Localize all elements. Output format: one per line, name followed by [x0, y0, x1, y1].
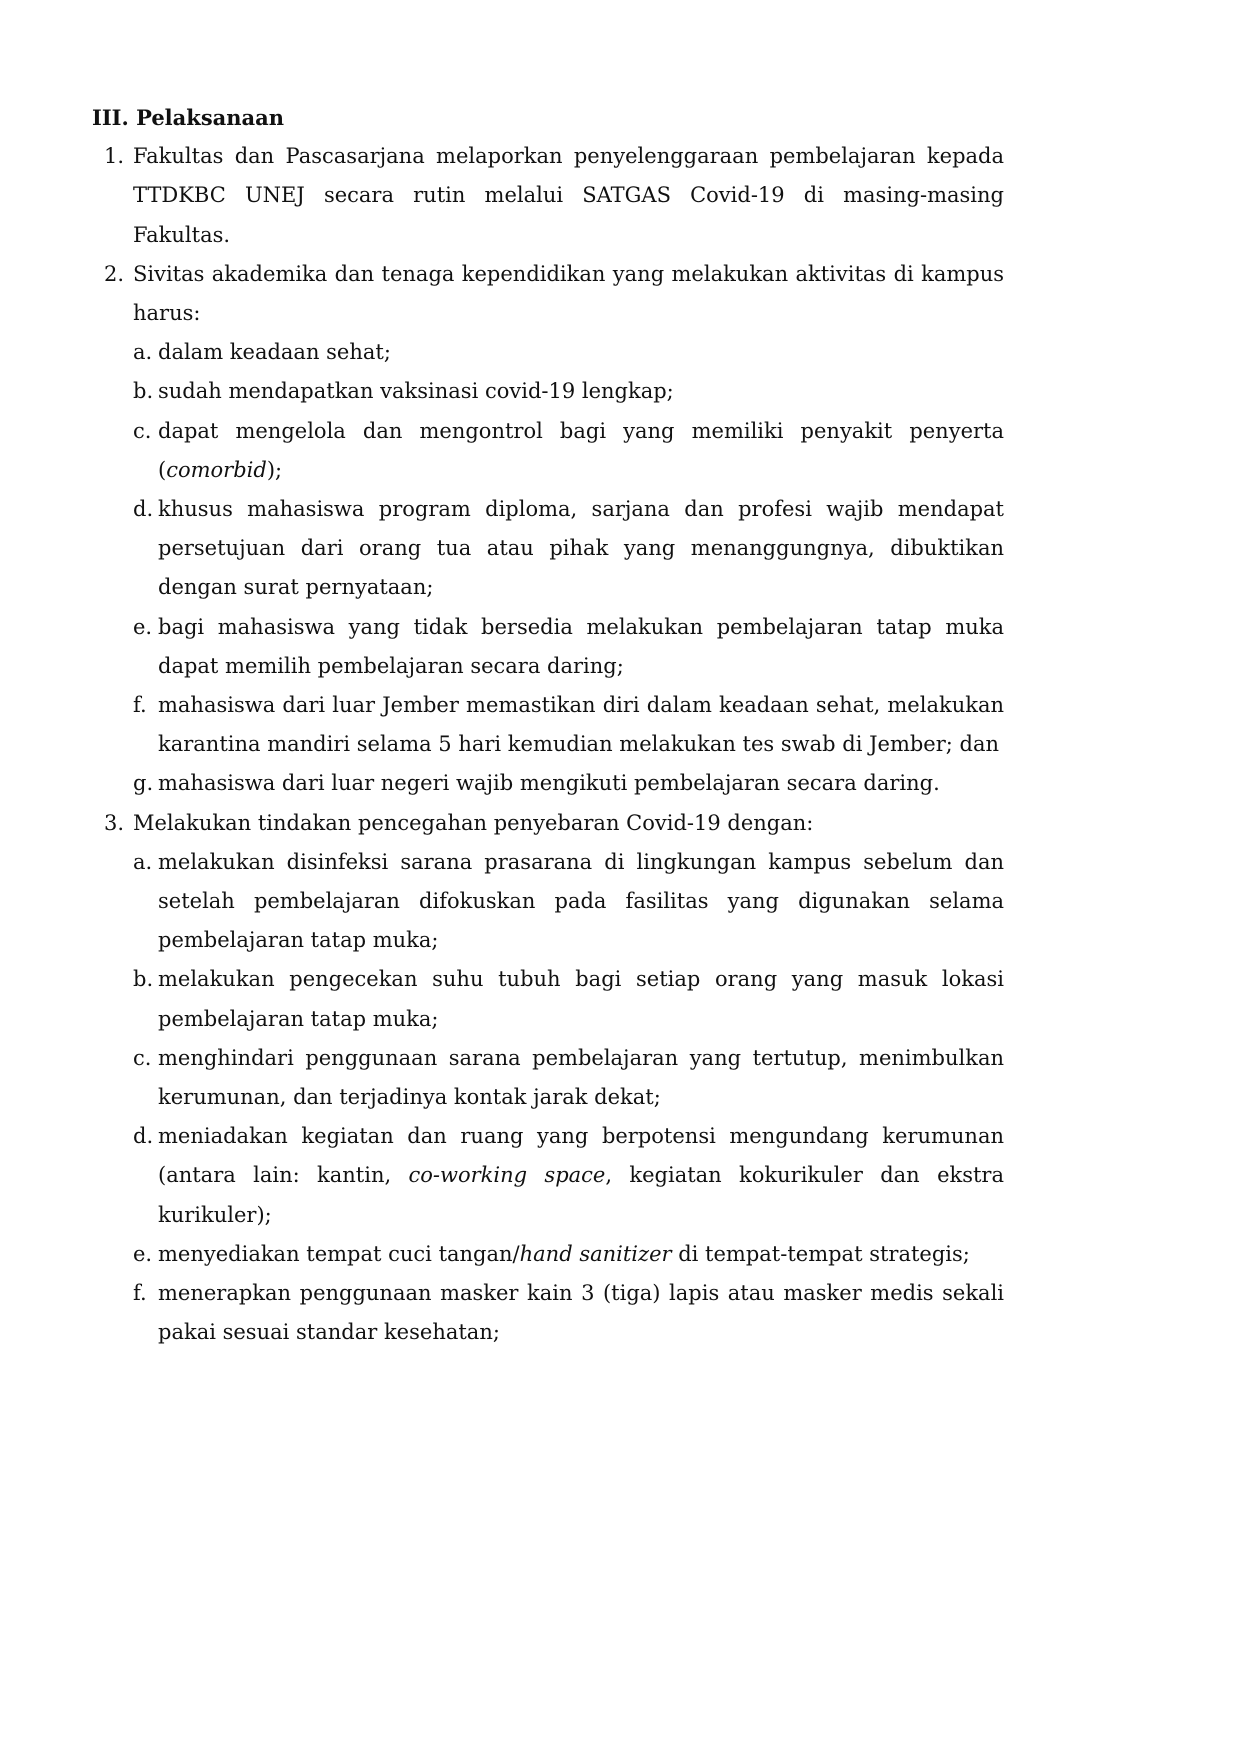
text-segment: meniadakan kegiatan dan ruang yang berpotensi mengundang kerumunan (antara lain: kantin, — [158, 1124, 1004, 1188]
sub-item-letter: a. — [133, 340, 153, 365]
sub-item-2e — [92, 608, 1004, 686]
sub-item-text: khusus mahasiswa program diploma, sarjana dan profesi wajib mendapat persetujuan dari orang tua atau pihak yang menanggungnya, dibuktikan dengan surat pernyataan; — [158, 497, 1004, 600]
sub-item-letter: e. — [133, 614, 153, 639]
text-segment: dapat mengelola dan mengontrol bagi yang memiliki penyakit penyerta ( — [158, 418, 1004, 482]
sub-item-text — [158, 1235, 1004, 1274]
sub-item-text: menghindari penggunaan sarana pembelajaran yang tertutup, menimbulkan kerumunan, dan terjadinya kontak jarak dekat; — [158, 1045, 1004, 1110]
sub-item-text: melakukan disinfeksi sarana prasarana di lingkungan kampus sebelum dan setelah pembelajaran difokuskan pada fasilitas yang digunakan selama pembelajaran tatap muka; — [158, 849, 1004, 953]
sub-item-letter: a. — [133, 849, 153, 874]
sub-item-text: mahasiswa dari luar Jember memastikan diri dalam keadaan sehat, melakukan karantina mandiri selama 5 hari kemudian melakukan tes swab di Jember; dan — [158, 693, 1004, 757]
sub-item-2d — [92, 490, 1004, 608]
sub-item-text: mahasiswa dari luar negeri wajib mengikuti pembelajaran secara daring. — [158, 771, 940, 796]
item-text: Sivitas akademika dan tenaga kependidikan yang melakukan aktivitas di kampus harus: — [133, 261, 1004, 326]
sub-item-letter: b. — [133, 379, 154, 404]
numbered-item-1 — [92, 137, 1004, 255]
numbered-item-3 — [92, 804, 1004, 843]
italic-term: co-working space — [408, 1163, 606, 1188]
section-heading: III. Pelaksanaan — [92, 105, 284, 130]
item-number: 1. — [104, 144, 125, 169]
sub-item-letter: c. — [133, 418, 152, 443]
sub-item-text: menerapkan penggunaan masker kain 3 (tiga) lapis atau masker medis sekali pakai sesuai standar kesehatan; — [158, 1281, 1004, 1345]
sub-item-3c — [92, 1039, 1004, 1117]
sub-item-letter: g. — [133, 771, 154, 796]
document-page — [92, 98, 1004, 1353]
text-segment: , kegiatan kokurikuler dan ekstra kurikuler); — [158, 1163, 1004, 1227]
item-text: Melakukan tindakan pencegahan penyebaran Covid-19 dengan: — [133, 810, 814, 835]
sub-item-text: melakukan pengecekan suhu tubuh bagi setiap orang yang masuk lokasi pembelajaran tatap muka; — [158, 967, 1004, 1031]
sub-item-letter: c. — [133, 1045, 152, 1070]
sub-item-letter: b. — [133, 967, 154, 992]
sub-item-letter: d. — [133, 497, 154, 522]
sub-item-text — [158, 1117, 1004, 1235]
sub-item-text: dalam keadaan sehat; — [158, 340, 391, 365]
sub-item-2f — [92, 686, 1004, 764]
sub-item-text — [158, 412, 1004, 490]
italic-term: comorbid — [166, 457, 267, 482]
sub-item-3a — [92, 843, 1004, 961]
sub-item-letter: f. — [133, 693, 147, 718]
italic-term: hand sanitizer — [519, 1241, 672, 1266]
item-number: 2. — [104, 261, 125, 286]
sub-item-3d — [92, 1117, 1004, 1235]
sub-item-2b — [92, 372, 1004, 411]
sub-item-text: sudah mendapatkan vaksinasi covid-19 lengkap; — [158, 379, 674, 404]
item-number: 3. — [104, 810, 125, 835]
sub-item-letter: f. — [133, 1281, 147, 1306]
text-segment: di tempat-tempat strategis; — [671, 1241, 970, 1266]
sub-item-2a — [92, 333, 1004, 372]
text-segment: ); — [266, 457, 283, 482]
sub-item-3e — [92, 1235, 1004, 1274]
sub-item-text: bagi mahasiswa yang tidak bersedia melakukan pembelajaran tatap muka dapat memilih pembelajaran secara daring; — [158, 614, 1004, 678]
sub-item-letter: e. — [133, 1241, 153, 1266]
text-segment: menyediakan tempat cuci tangan/ — [158, 1241, 520, 1266]
sub-item-2c — [92, 412, 1004, 490]
sub-item-3f — [92, 1274, 1004, 1352]
sub-item-3b — [92, 960, 1004, 1038]
numbered-item-2 — [92, 255, 1004, 333]
sub-item-2g — [92, 764, 1004, 803]
item-text: Fakultas dan Pascasarjana melaporkan penyelenggaraan pembelajaran kepada TTDKBC UNEJ secara rutin melalui SATGAS Covid-19 di masing-masing Fakultas. — [133, 144, 1004, 247]
sub-item-letter: d. — [133, 1124, 154, 1149]
